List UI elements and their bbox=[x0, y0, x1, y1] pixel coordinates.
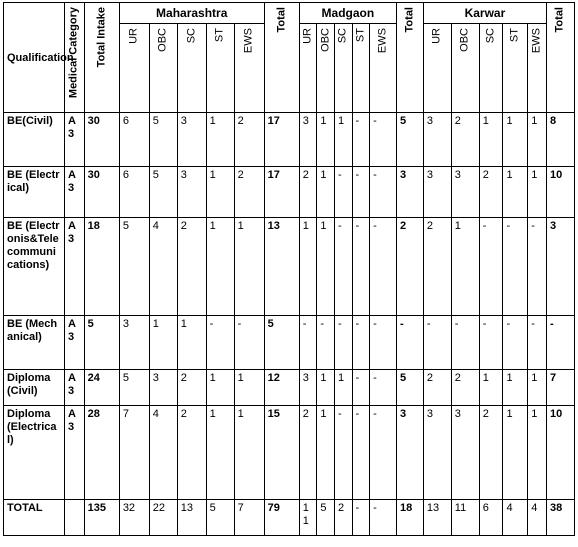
madgaon-count-cell: 1 bbox=[334, 113, 352, 167]
maharashtra-count-cell: 7 bbox=[119, 406, 149, 500]
total-intake-cell: 30 bbox=[84, 113, 119, 167]
maharashtra-count-cell: 3 bbox=[177, 113, 206, 167]
maharashtra-sum-cell: 5 bbox=[206, 500, 234, 536]
madgaon-count-cell: - bbox=[334, 316, 352, 370]
karwar-count-cell: 2 bbox=[451, 370, 479, 406]
karwar-count-cell: 1 bbox=[528, 167, 547, 218]
karwar-sum-cell: 6 bbox=[479, 500, 503, 536]
karwar-count-cell: - bbox=[503, 316, 528, 370]
madgaon-count-cell: - bbox=[334, 406, 352, 500]
karwar-count-cell: - bbox=[528, 218, 547, 316]
maharashtra-sc-header: SC bbox=[177, 24, 206, 113]
medical-category-cell: A3 bbox=[65, 113, 85, 167]
maharashtra-obc-header: OBC bbox=[149, 24, 177, 113]
maharashtra-count-cell: 1 bbox=[206, 406, 234, 500]
total-intake-cell: 24 bbox=[84, 370, 119, 406]
madgaon-count-cell: - bbox=[334, 167, 352, 218]
maharashtra-count-cell: 2 bbox=[177, 218, 206, 316]
maharashtra-count-cell: 4 bbox=[149, 218, 177, 316]
karwar-count-cell: 1 bbox=[503, 113, 528, 167]
karwar-sc-header: SC bbox=[479, 24, 503, 113]
maharashtra-total-cell: 5 bbox=[264, 316, 299, 370]
madgaon-total-cell: 3 bbox=[396, 406, 423, 500]
total-intake-cell: 18 bbox=[84, 218, 119, 316]
madgaon-count-cell: 1 bbox=[317, 218, 335, 316]
maharashtra-count-cell: 6 bbox=[119, 167, 149, 218]
karwar-sum-cell: 4 bbox=[528, 500, 547, 536]
maharashtra-total-cell: 12 bbox=[264, 370, 299, 406]
maharashtra-count-cell: 6 bbox=[119, 113, 149, 167]
madgaon-total-cell: 5 bbox=[396, 370, 423, 406]
madgaon-grand-total-cell: 18 bbox=[396, 500, 423, 536]
maharashtra-count-cell: 4 bbox=[149, 406, 177, 500]
karwar-count-cell: 1 bbox=[451, 218, 479, 316]
qualification-cell: Diploma (Electrical) bbox=[4, 406, 65, 500]
maharashtra-count-cell: 5 bbox=[149, 113, 177, 167]
karwar-st-header: ST bbox=[503, 24, 528, 113]
total-intake-sum-cell: 135 bbox=[84, 500, 119, 536]
qualification-cell: BE (Electronis&Telecommunications) bbox=[4, 218, 65, 316]
karwar-count-cell: 2 bbox=[423, 370, 451, 406]
maharashtra-sum-cell: 22 bbox=[149, 500, 177, 536]
total-intake-cell: 28 bbox=[84, 406, 119, 500]
madgaon-count-cell: - bbox=[370, 316, 397, 370]
maharashtra-count-cell: 1 bbox=[234, 370, 264, 406]
maharashtra-count-cell: - bbox=[234, 316, 264, 370]
maharashtra-count-cell: 5 bbox=[119, 218, 149, 316]
maharashtra-count-cell: 2 bbox=[177, 406, 206, 500]
madgaon-count-cell: - bbox=[352, 167, 370, 218]
karwar-count-cell: - bbox=[503, 218, 528, 316]
qualification-header: Qualification bbox=[4, 3, 65, 113]
medical-category-cell: A3 bbox=[65, 218, 85, 316]
madgaon-count-cell: - bbox=[352, 218, 370, 316]
total-intake-cell: 30 bbox=[84, 167, 119, 218]
madgaon-total-cell: - bbox=[396, 316, 423, 370]
maharashtra-count-cell: 2 bbox=[234, 113, 264, 167]
maharashtra-sum-cell: 13 bbox=[177, 500, 206, 536]
karwar-count-cell: 3 bbox=[423, 406, 451, 500]
madgaon-count-cell: - bbox=[352, 370, 370, 406]
karwar-ews-header: EWS bbox=[528, 24, 547, 113]
total-medical-category-cell bbox=[65, 500, 85, 536]
maharashtra-count-cell: 1 bbox=[206, 218, 234, 316]
madgaon-sum-cell: 5 bbox=[317, 500, 335, 536]
madgaon-count-cell: 2 bbox=[299, 167, 317, 218]
madgaon-obc-header: OBC bbox=[317, 24, 335, 113]
region-header-maharashtra: Maharashtra bbox=[119, 3, 264, 24]
karwar-count-cell: 1 bbox=[503, 370, 528, 406]
madgaon-total-cell: 3 bbox=[396, 167, 423, 218]
qualification-cell: BE (Electrical) bbox=[4, 167, 65, 218]
maharashtra-sum-cell: 7 bbox=[234, 500, 264, 536]
maharashtra-count-cell: - bbox=[206, 316, 234, 370]
madgaon-count-cell: 1 bbox=[317, 167, 335, 218]
medical-category-cell: A3 bbox=[65, 406, 85, 500]
medical-category-cell: A3 bbox=[65, 167, 85, 218]
maharashtra-count-cell: 1 bbox=[149, 316, 177, 370]
madgaon-count-cell: 1 bbox=[317, 113, 335, 167]
karwar-sum-cell: 4 bbox=[503, 500, 528, 536]
madgaon-sum-cell: - bbox=[370, 500, 397, 536]
madgaon-count-cell: - bbox=[334, 218, 352, 316]
table-row bbox=[4, 406, 575, 500]
maharashtra-sum-cell: 32 bbox=[119, 500, 149, 536]
karwar-count-cell: 2 bbox=[479, 167, 503, 218]
maharashtra-count-cell: 2 bbox=[234, 167, 264, 218]
maharashtra-total-cell: 17 bbox=[264, 113, 299, 167]
karwar-count-cell: 1 bbox=[528, 406, 547, 500]
madgaon-count-cell: - bbox=[370, 167, 397, 218]
region-header-karwar: Karwar bbox=[423, 3, 546, 24]
maharashtra-count-cell: 1 bbox=[206, 370, 234, 406]
karwar-count-cell: 1 bbox=[503, 406, 528, 500]
header-row-regions bbox=[4, 3, 575, 24]
madgaon-count-cell: - bbox=[370, 370, 397, 406]
maharashtra-count-cell: 1 bbox=[206, 113, 234, 167]
medical-category-header: Medical Category bbox=[65, 3, 85, 113]
karwar-sum-cell: 13 bbox=[423, 500, 451, 536]
karwar-count-cell: - bbox=[528, 316, 547, 370]
medical-category-cell: A3 bbox=[65, 316, 85, 370]
karwar-total-cell: 7 bbox=[546, 370, 574, 406]
maharashtra-count-cell: 1 bbox=[206, 167, 234, 218]
madgaon-sum-cell: 11 bbox=[299, 500, 317, 536]
madgaon-sum-cell: 2 bbox=[334, 500, 352, 536]
karwar-count-cell: 1 bbox=[479, 113, 503, 167]
total-row bbox=[4, 500, 575, 536]
maharashtra-ews-header: EWS bbox=[234, 24, 264, 113]
madgaon-st-header: ST bbox=[352, 24, 370, 113]
karwar-count-cell: - bbox=[423, 316, 451, 370]
madgaon-sum-cell: - bbox=[352, 500, 370, 536]
total-intake-cell: 5 bbox=[84, 316, 119, 370]
maharashtra-count-cell: 1 bbox=[234, 406, 264, 500]
karwar-grand-total-cell: 38 bbox=[546, 500, 574, 536]
intake-table bbox=[3, 2, 575, 536]
madgaon-count-cell: 1 bbox=[334, 370, 352, 406]
madgaon-count-cell: 3 bbox=[299, 113, 317, 167]
maharashtra-st-header: ST bbox=[206, 24, 234, 113]
maharashtra-count-cell: 1 bbox=[234, 218, 264, 316]
madgaon-count-cell: - bbox=[352, 406, 370, 500]
region-header-madgaon: Madgaon bbox=[299, 3, 396, 24]
madgaon-count-cell: 1 bbox=[317, 370, 335, 406]
karwar-total-cell: 8 bbox=[546, 113, 574, 167]
madgaon-total-cell: 2 bbox=[396, 218, 423, 316]
madgaon-sc-header: SC bbox=[334, 24, 352, 113]
table-row bbox=[4, 113, 575, 167]
table-body bbox=[4, 113, 575, 536]
maharashtra-count-cell: 3 bbox=[119, 316, 149, 370]
madgaon-count-cell: - bbox=[370, 406, 397, 500]
karwar-obc-header: OBC bbox=[451, 24, 479, 113]
karwar-count-cell: 3 bbox=[451, 406, 479, 500]
karwar-count-cell: 1 bbox=[528, 370, 547, 406]
qualification-cell: BE(Civil) bbox=[4, 113, 65, 167]
madgaon-count-cell: - bbox=[370, 113, 397, 167]
karwar-count-cell: - bbox=[451, 316, 479, 370]
madgaon-ur-header: UR bbox=[299, 24, 317, 113]
maharashtra-count-cell: 1 bbox=[177, 316, 206, 370]
karwar-count-cell: 2 bbox=[423, 218, 451, 316]
maharashtra-ur-header: UR bbox=[119, 24, 149, 113]
maharashtra-count-cell: 5 bbox=[149, 167, 177, 218]
karwar-count-cell: 3 bbox=[423, 113, 451, 167]
table-row bbox=[4, 218, 575, 316]
total-intake-header: Total Intake bbox=[84, 3, 119, 113]
maharashtra-total-cell: 13 bbox=[264, 218, 299, 316]
madgaon-total-cell: 5 bbox=[396, 113, 423, 167]
table-row bbox=[4, 316, 575, 370]
karwar-total-cell: 10 bbox=[546, 406, 574, 500]
madgaon-count-cell: 3 bbox=[299, 370, 317, 406]
madgaon-count-cell: - bbox=[299, 316, 317, 370]
maharashtra-grand-total-cell: 79 bbox=[264, 500, 299, 536]
madgaon-count-cell: - bbox=[352, 113, 370, 167]
maharashtra-total-cell: 17 bbox=[264, 167, 299, 218]
karwar-sum-cell: 11 bbox=[451, 500, 479, 536]
karwar-total-cell: - bbox=[546, 316, 574, 370]
maharashtra-total-header: Total bbox=[264, 3, 299, 113]
madgaon-count-cell: - bbox=[317, 316, 335, 370]
karwar-count-cell: 1 bbox=[503, 167, 528, 218]
table-row bbox=[4, 370, 575, 406]
madgaon-count-cell: 1 bbox=[299, 218, 317, 316]
madgaon-ews-header: EWS bbox=[370, 24, 397, 113]
madgaon-count-cell: - bbox=[352, 316, 370, 370]
karwar-count-cell: 2 bbox=[451, 113, 479, 167]
medical-category-cell: A3 bbox=[65, 370, 85, 406]
table-row bbox=[4, 167, 575, 218]
karwar-ur-header: UR bbox=[423, 24, 451, 113]
karwar-count-cell: 3 bbox=[423, 167, 451, 218]
karwar-count-cell: 1 bbox=[528, 113, 547, 167]
karwar-total-cell: 10 bbox=[546, 167, 574, 218]
madgaon-count-cell: - bbox=[370, 218, 397, 316]
karwar-count-cell: 2 bbox=[479, 406, 503, 500]
maharashtra-total-cell: 15 bbox=[264, 406, 299, 500]
karwar-count-cell: - bbox=[479, 218, 503, 316]
qualification-cell: BE (Mechanical) bbox=[4, 316, 65, 370]
total-label-cell: TOTAL bbox=[4, 500, 65, 536]
karwar-total-header: Total bbox=[546, 3, 574, 113]
karwar-count-cell: 1 bbox=[479, 370, 503, 406]
madgaon-count-cell: 1 bbox=[317, 406, 335, 500]
maharashtra-count-cell: 3 bbox=[149, 370, 177, 406]
karwar-count-cell: - bbox=[479, 316, 503, 370]
qualification-cell: Diploma (Civil) bbox=[4, 370, 65, 406]
maharashtra-count-cell: 2 bbox=[177, 370, 206, 406]
madgaon-count-cell: 2 bbox=[299, 406, 317, 500]
madgaon-total-header: Total bbox=[396, 3, 423, 113]
maharashtra-count-cell: 5 bbox=[119, 370, 149, 406]
karwar-count-cell: 3 bbox=[451, 167, 479, 218]
karwar-total-cell: 3 bbox=[546, 218, 574, 316]
maharashtra-count-cell: 3 bbox=[177, 167, 206, 218]
